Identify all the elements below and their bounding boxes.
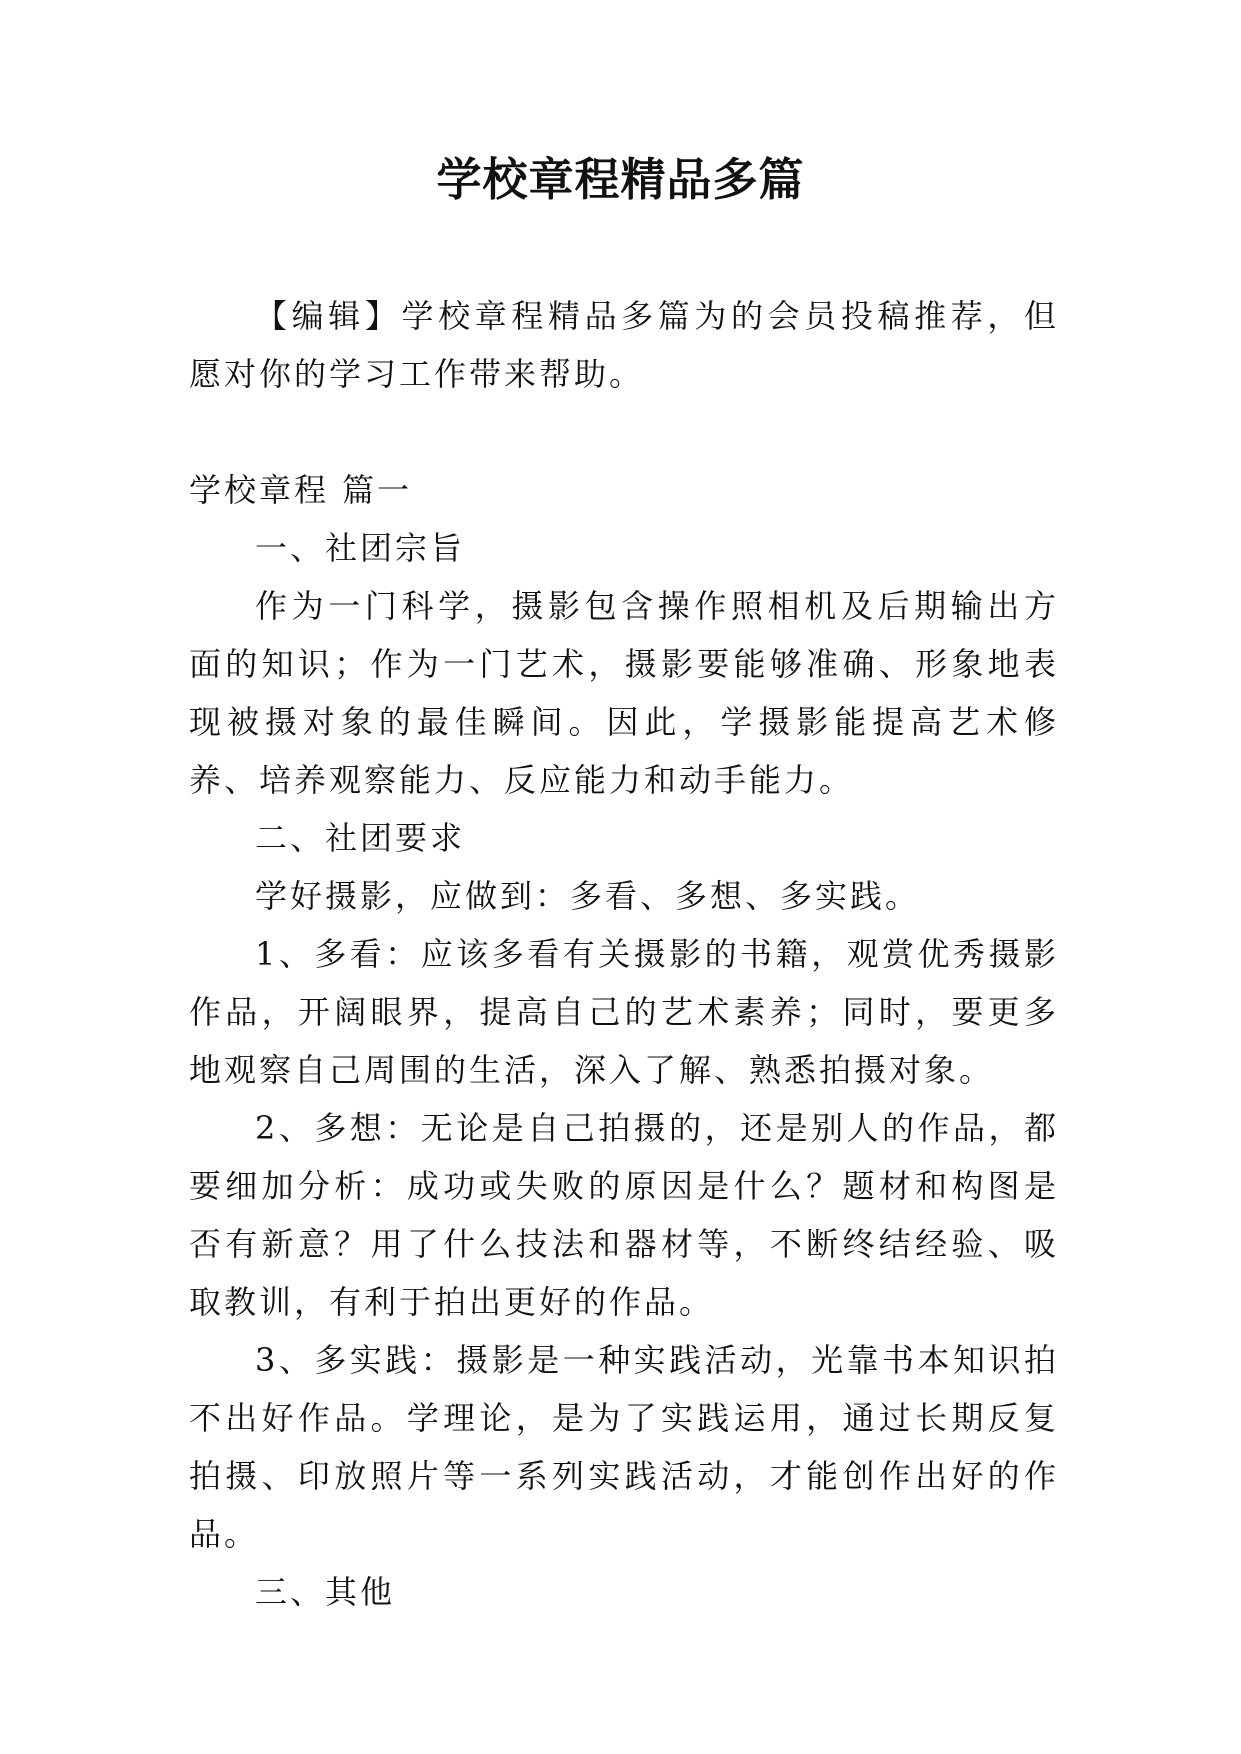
paragraph-heading-2: 二、社团要求 — [255, 819, 466, 857]
section-heading: 学校章程 篇一 — [189, 471, 413, 509]
paragraph-text: 2、多想：无论是自己拍摄的，还是别人的作品，都要细加分析：成功或失败的原因是什么？题材和构图是否有新意？用了什么技法和器材等，不断终结经验、吸取教训，有利于拍出更好的作品。 — [189, 1109, 1059, 1321]
paragraph-text: 学好摄影，应做到：多看、多想、多实践。 — [255, 877, 921, 915]
paragraph-text: 1、多看：应该多看有关摄影的书籍，观赏优秀摄影作品，开阔眼界，提高自己的艺术素养；同时，要更多地观察自己周围的生活，深入了解、熟悉拍摄对象。 — [189, 935, 1059, 1089]
paragraph-text: 3、多实践：摄影是一种实践活动，光靠书本知识拍不出好作品。学理论，是为了实践运用，通过长期反复拍摄、印放照片等一系列实践活动，才能创作出好的作品。 — [189, 1341, 1059, 1553]
paragraph-heading-1: 一、社团宗旨 — [255, 529, 466, 567]
intro-paragraph: 【编辑】学校章程精品多篇为的会员投稿推荐，但愿对你的学习工作带来帮助。 — [189, 297, 1059, 393]
document-title: 学校章程精品多篇 — [436, 153, 805, 206]
paragraph-heading-3: 三、其他 — [255, 1573, 396, 1611]
document-body — [189, 287, 1059, 1621]
paragraph-text: 作为一门科学，摄影包含操作照相机及后期输出方面的知识；作为一门艺术，摄影要能够准确、形象地表现被摄对象的最佳瞬间。因此，学摄影能提高艺术修养、培养观察能力、反应能力和动手能力。 — [189, 587, 1059, 799]
